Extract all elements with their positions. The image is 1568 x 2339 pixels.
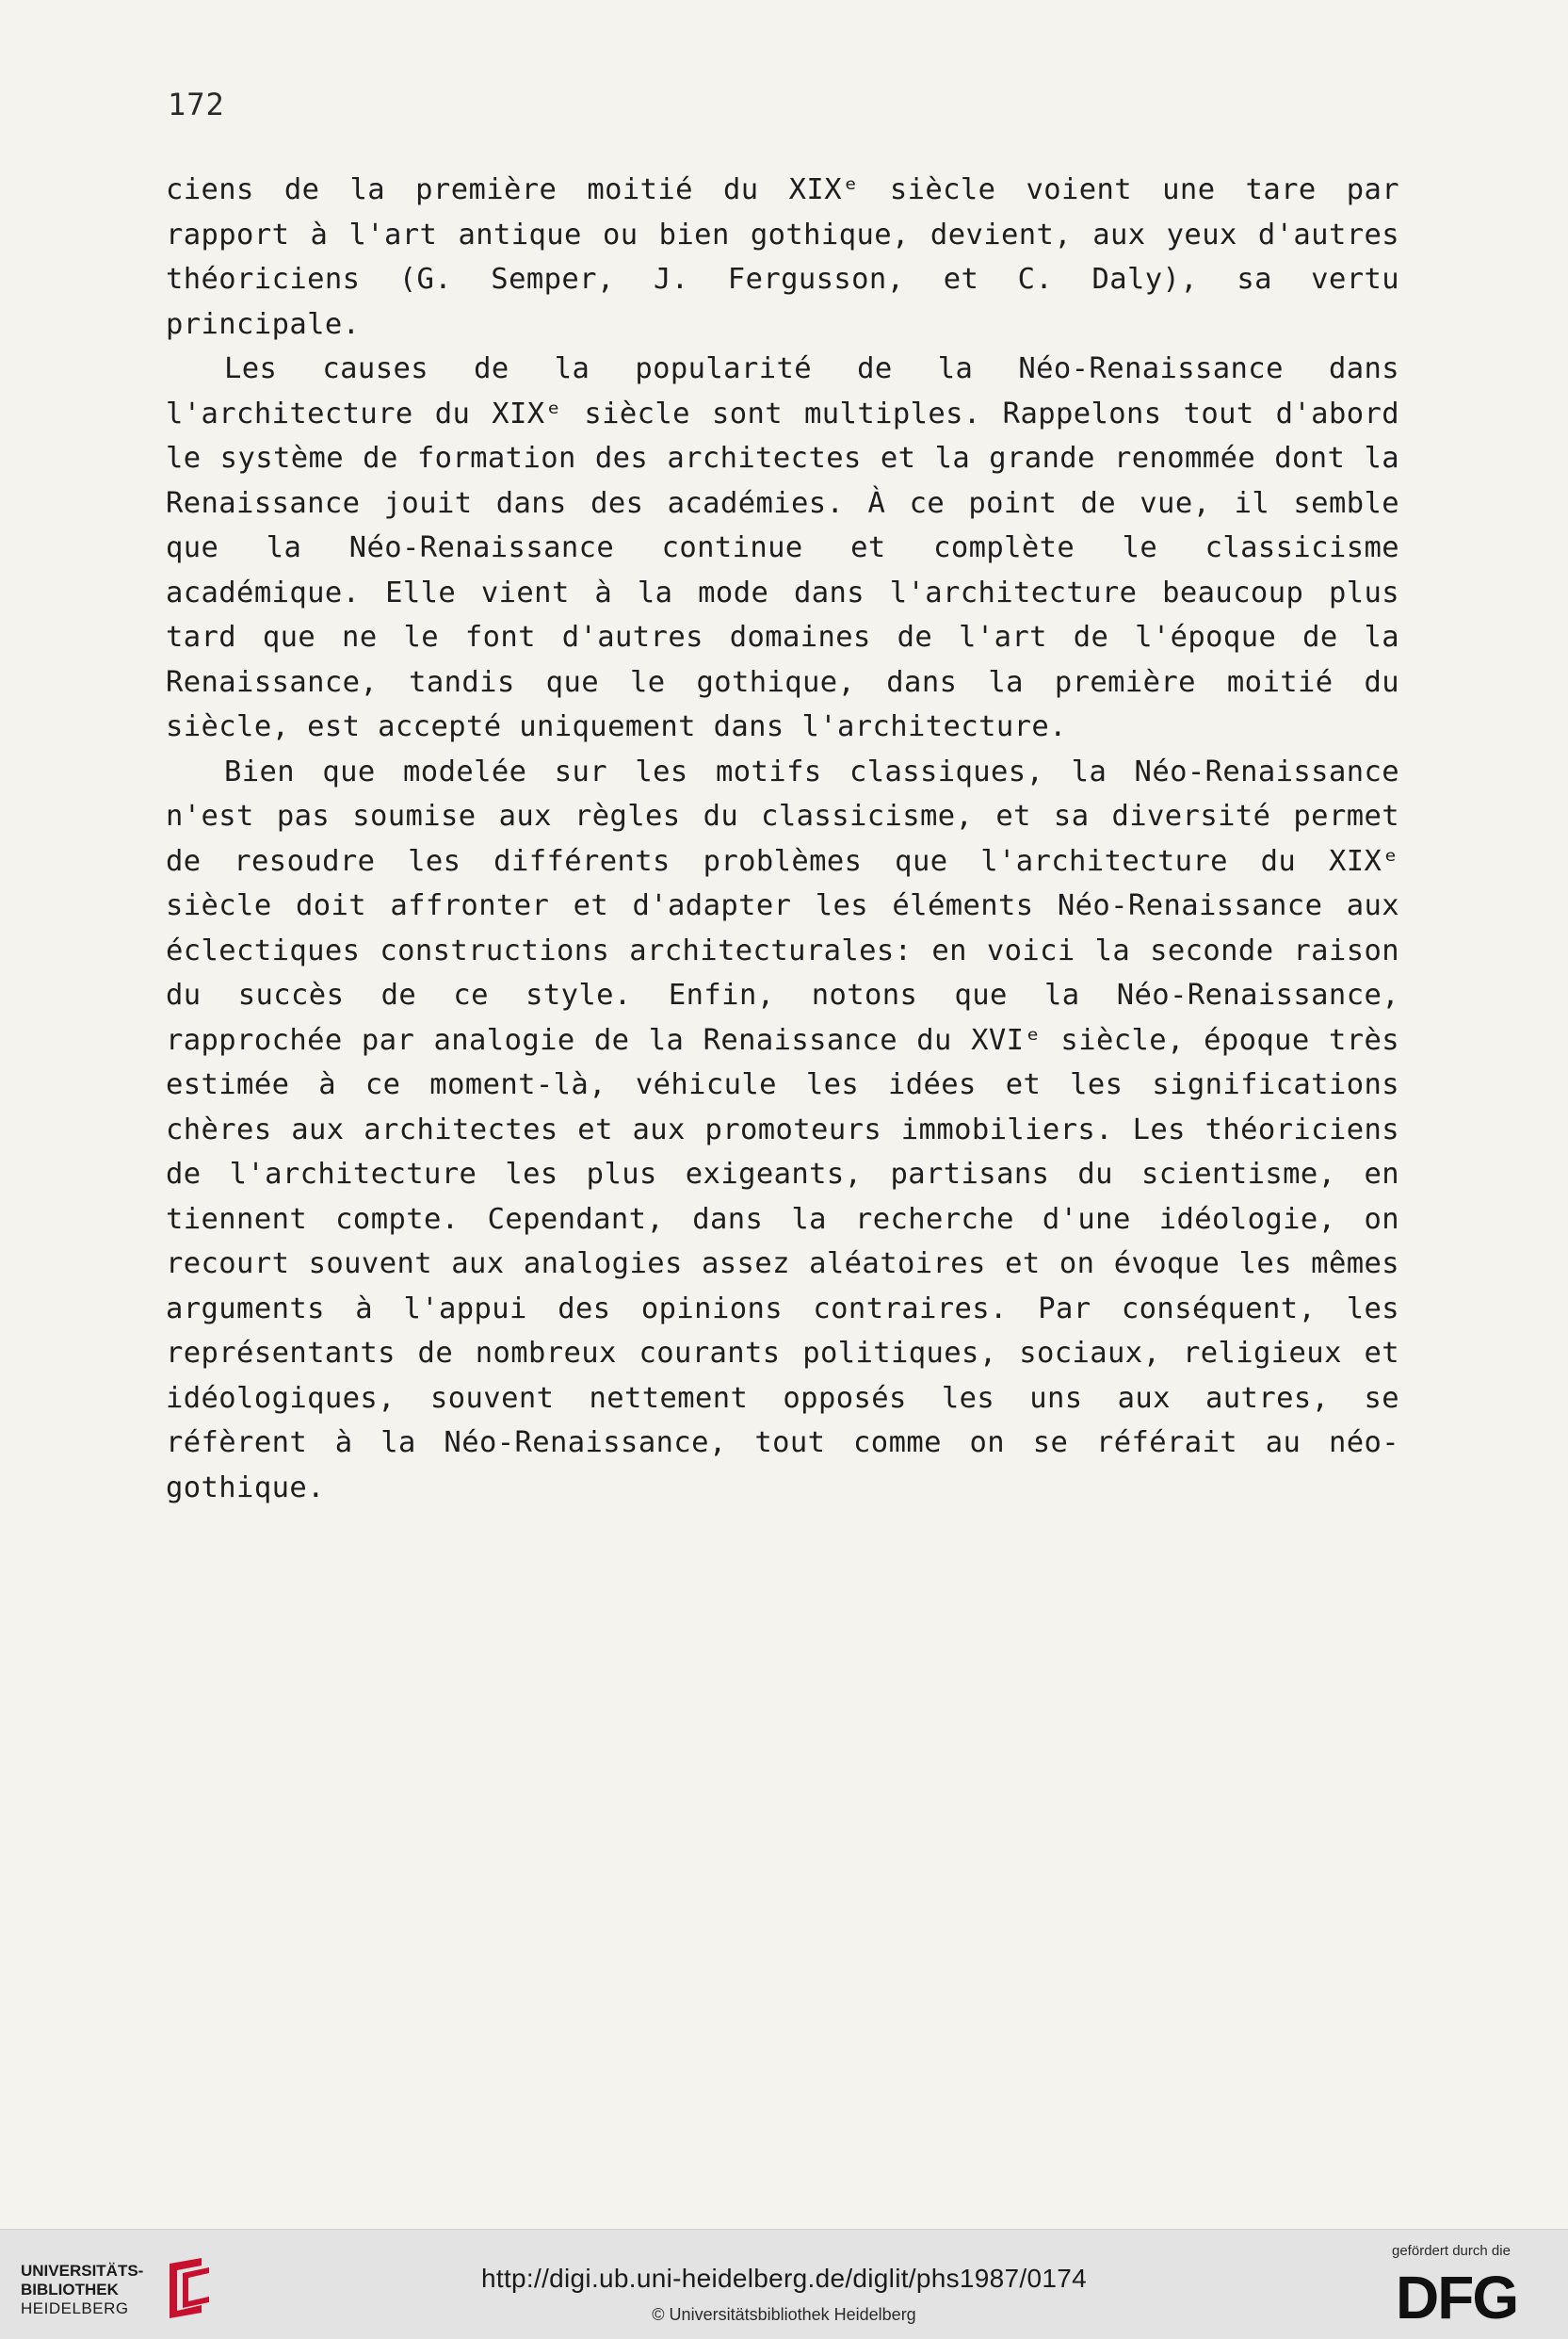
footer-bar <box>0 2229 1568 2339</box>
library-name-line-2: BIBLIOTHEK <box>21 2281 119 2298</box>
dfg-logo-text: DFG <box>1396 2264 1518 2331</box>
paragraph-3: Bien que modelée sur les motifs classiques, la Néo-Renaissance n'est pas soumise aux règles du classicisme, et sa diversité permet de resoudre les différents problèmes que l'architecture du XIXᵉ siècle doit affronter et d'adapter les éléments Néo-Renaissance aux éclectiques constructions architecturales: en voici la seconde raison du succès de ce style. Enfin, notons que la Néo-Renaissance, rapprochée par analogie de la Renaissance du XVIᵉ siècle, époque très estimée à ce moment-là, véhicule les idées et les significations chères aux architectes et aux promoteurs immobiliers. Les théoriciens de l'architecture les plus exigeants, partisans du scientisme, en tiennent compte. Cependant, dans la recherche d'une idéologie, on recourt souvent aux analogies assez aléatoires et on évoque les mêmes arguments à l'appui des opinions contraires. Par conséquent, les représentants de nombreux courants politiques, sociaux, religieux et idéologiques, souvent nettement opposés les uns aux autres, se réfèrent à la Néo-Renaissance, tout comme on se référait au néo-gothique. <box>166 755 1399 1504</box>
paragraph-1: ciens de la première moitié du XIXᵉ siècle voient une tare par rapport à l'art antique ou bien gothique, devient, aux yeux d'autres théoriciens (G. Semper, J. Fergusson, et C. Daly), sa vertu principale. <box>166 173 1399 341</box>
library-name-line-3: HEIDELBERG <box>21 2299 129 2317</box>
document-url-link[interactable]: http://digi.ub.uni-heidelberg.de/diglit/phs1987/0174 <box>481 2264 1087 2293</box>
copyright-notice: © Universitätsbibliothek Heidelberg <box>652 2305 916 2324</box>
dfg-funding-logo[interactable] <box>1392 2243 1552 2333</box>
body-text <box>166 168 1399 1510</box>
funding-label: gefördert durch die <box>1392 2243 1511 2259</box>
paragraph-2: Les causes de la popularité de la Néo-Renaissance dans l'architecture du XIXᵉ siècle sont multiples. Rappelons tout d'abord le système de formation des architectes et la grande renommée dont la Renaissance jouit dans des académies. À ce point de vue, il semble que la Néo-Renaissance continue et complète le classicisme académique. Elle vient à la mode dans l'architecture beaucoup plus tard que ne le font d'autres domaines de l'art de l'époque de la Renaissance, tandis que le gothique, dans la première moitié du siècle, est accepté uniquement dans l'architecture. <box>166 352 1399 743</box>
library-name-line-1: UNIVERSITÄTS- <box>21 2262 144 2280</box>
page-number: 172 <box>168 87 225 122</box>
